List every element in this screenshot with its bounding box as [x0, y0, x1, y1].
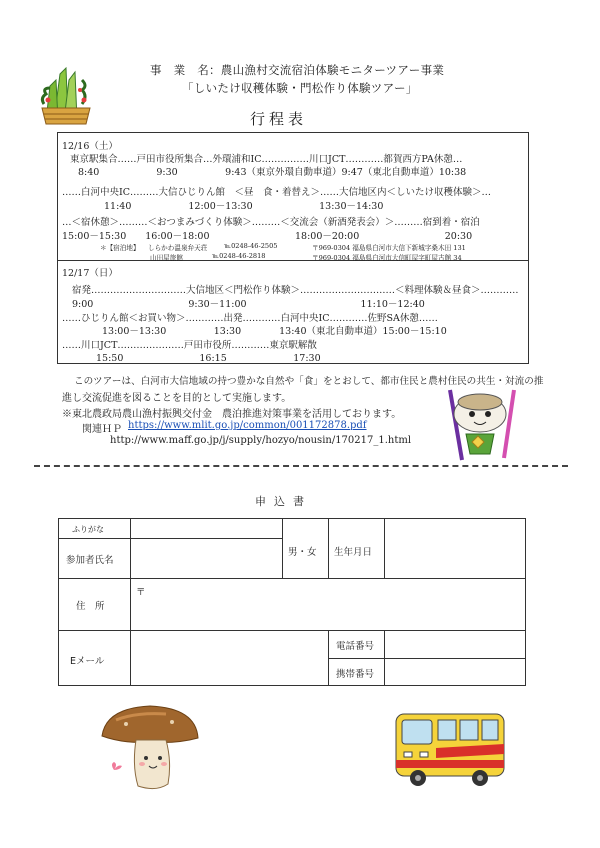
description-line1: このツアーは、白河市大信地域の持つ豊かな自然や「食」をとおして、都市住民と農村住民の共生・対流の推 — [74, 376, 544, 387]
address-label: 住 所 — [76, 601, 105, 612]
day2-row3-times: 15:50 16:15 17:30 — [96, 353, 321, 364]
day1-row3-times: 15:00－15:30 16:00－18:00 18:00－20:00 20:30 — [62, 231, 473, 242]
form-line — [58, 578, 526, 579]
birthdate-field[interactable] — [385, 519, 525, 577]
mobile-label: 携帯番号 — [336, 669, 375, 680]
lodging-inn2-name: 山田屋旅館 — [150, 254, 183, 262]
tour-name: 「しいたけ収穫体験・門松作り体験ツアー」 — [182, 81, 418, 95]
page-title: 行程表 — [250, 110, 308, 128]
lodging-inn2-address: 〒969-0304 福島県白河市大信町屋字町屋古館 34 — [312, 254, 462, 262]
form-line — [328, 518, 329, 578]
project-name: 事 業 名：農山漁村交流宿泊体験モニターツアー事業 — [150, 63, 445, 77]
cut-line — [34, 465, 568, 467]
birthdate-label: 生年月日 — [334, 547, 373, 558]
day2-row2-stops: ……ひじりん館＜お買い物＞…………出発…………白河中央IC…………佐野SA休憩…… — [62, 313, 438, 324]
kadomatsu-illustration — [38, 60, 96, 126]
lodging-inn1-tel: ℡0248-46-2505 — [224, 242, 278, 250]
mobile-field[interactable] — [385, 659, 525, 685]
day1-row1-stops: 東京駅集合……戸田市役所集合…外環浦和IC……………川口JCT…………都賀西方PA休憩… — [70, 154, 463, 165]
phone-field[interactable] — [385, 631, 525, 657]
email-field[interactable] — [131, 631, 327, 685]
mascot-illustration — [440, 382, 526, 464]
form-line — [282, 518, 283, 578]
related-hp-label: 関連ＨＰ — [82, 424, 122, 435]
day2-date: 12/17（日） — [62, 268, 118, 279]
day2-row1-stops: 宿発…………………………大信地区＜門松作り体験＞…………………………＜料理体験＆昼食＞………… — [72, 285, 519, 296]
email-label: Eメール — [70, 656, 105, 667]
participant-name-label: 参加者氏名 — [66, 555, 114, 566]
gender-select[interactable]: 男・女 — [288, 547, 317, 558]
lodging-inn1-name: しらかわ温泉弁天荘 — [148, 244, 208, 252]
day2-row3-stops: ……川口JCT…………………戸田市役所…………東京駅解散 — [62, 340, 317, 351]
day2-row2-times: 13:00－13:30 13:30 13:40（東北自動車道）15:00－15:10 — [102, 326, 447, 337]
lodging-inn2-tel: ℡0248-46-2818 — [212, 252, 266, 260]
day1-row2-times: 11:40 12:00－13:30 13:30－14:30 — [104, 201, 384, 212]
address-field[interactable] — [150, 580, 524, 628]
description-line2: 進し交流促進を図ることを目的として実施します。 — [62, 393, 292, 404]
related-link-mlit[interactable]: https://www.mlit.go.jp/common/001172878.pdf — [128, 420, 367, 431]
related-link-maff[interactable]: http://www.maff.go.jp/j/supply/hozyo/nousin/170217_1.html — [110, 435, 412, 446]
participant-name-field[interactable] — [131, 539, 281, 577]
phone-label: 電話番号 — [336, 641, 375, 652]
day1-row1-times: 8:40 9:30 9:43（東京外環自動車道）9:47（東北自動車道）10:38 — [78, 167, 467, 178]
day1-row3-stops: …＜宿休憩＞………＜おつまみづくり体験＞………＜交流会（新酒発表会）＞………宿到着・宿泊 — [62, 217, 480, 228]
lodging-label: ＊【宿泊地】 — [100, 244, 140, 252]
furigana-field[interactable] — [131, 519, 281, 538]
bus-illustration — [392, 708, 510, 790]
lodging-inn1-address: 〒969-0304 福島県白河市大信下新城字桑木田 131 — [312, 244, 466, 252]
postal-mark: 〒 — [136, 587, 146, 598]
day2-row1-times: 9:00 9:30－11:00 11:10－12:40 — [72, 299, 425, 310]
day1-row2-stops: ……白河中央IC………大信ひじりん館 ＜昼 食・着替え＞……大信地区内＜しいたけ収穫体験＞… — [62, 187, 492, 198]
furigana-label: ふりがな — [72, 525, 104, 534]
application-title: 申込書 — [255, 495, 312, 508]
shiitake-illustration — [96, 700, 204, 796]
funding-note: ※東北農政局農山漁村振興交付金 農泊推進対策事業を活用しております。 — [62, 409, 402, 420]
day1-date: 12/16（土） — [62, 141, 118, 152]
